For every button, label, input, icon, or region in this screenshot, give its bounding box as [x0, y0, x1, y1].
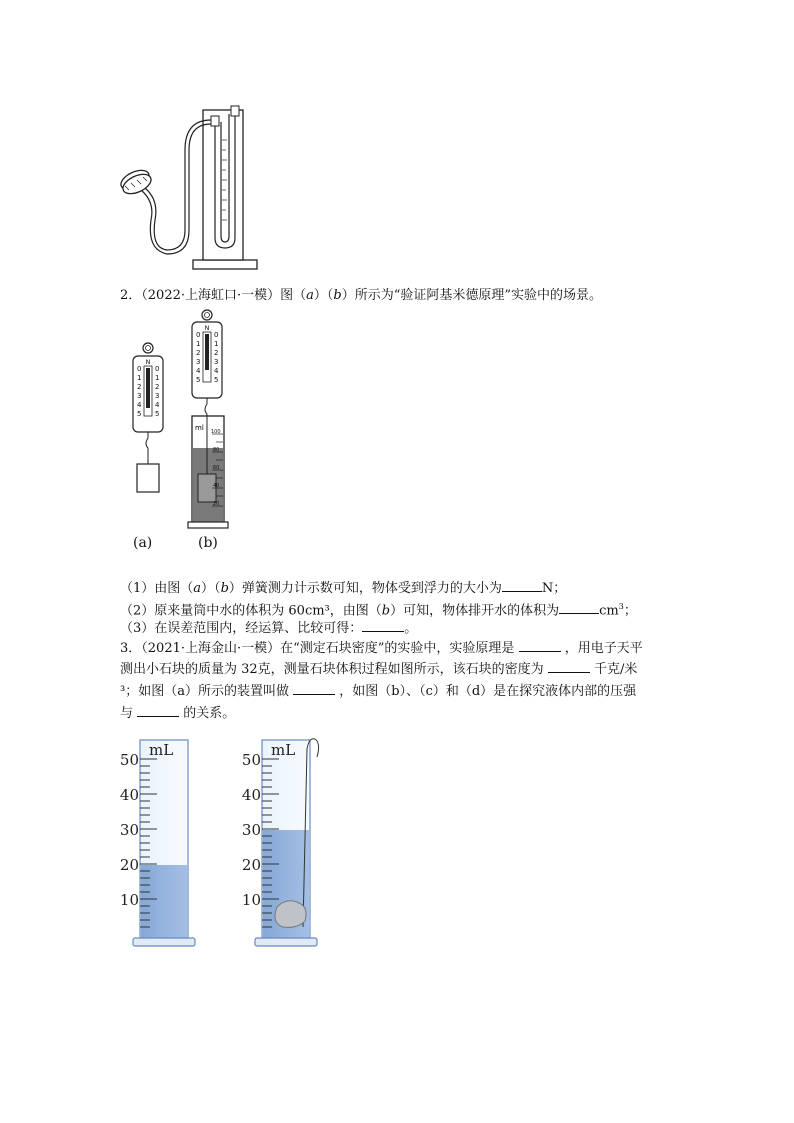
cylinder-tick-label: 100 [211, 429, 221, 435]
cylinder-right-unit: mL [271, 741, 296, 759]
q3-line2-prefix: 测出小石块的质量为 32克，测量石块体积过程如图所示，该石块的密度为 [120, 662, 544, 677]
cylinder-right [242, 739, 319, 946]
scale-a-right-tick: 1 [155, 374, 160, 382]
scale-a-right-tick: 5 [155, 410, 160, 418]
scale-b-left-tick: 5 [196, 376, 201, 384]
q2-sub1-mid: ）（ [201, 581, 221, 596]
q3-relation-blank[interactable] [137, 702, 179, 717]
q2-stem-mid: ）（ [313, 288, 334, 303]
q3-line4-suffix: 的关系。 [183, 706, 236, 721]
q3-line4-prefix: 与 [120, 706, 134, 721]
scale-a-left-tick: 1 [137, 374, 142, 382]
q2-sub1-a: a [193, 581, 202, 596]
scale-a-left-tick: 0 [137, 365, 142, 373]
caption-a: (a) [133, 535, 153, 551]
cylinder-right-tick-label: 50 [241, 751, 261, 769]
cylinder-tick-label: 60 [213, 465, 220, 471]
q2-sub2-b: b [381, 603, 391, 619]
cylinder-tick-label: 80 [213, 447, 220, 453]
scale-b-right-tick: 2 [214, 349, 219, 357]
spring-scale-b [192, 310, 222, 414]
q2-sub2-answer-blank[interactable] [559, 599, 599, 614]
q2-sub3-answer-blank[interactable] [362, 617, 404, 632]
q2-stem-b: b [333, 288, 342, 303]
q2-sub2-unit-tail: ； [623, 603, 637, 619]
scale-a-right-tick: 0 [155, 365, 160, 373]
cylinder-right-tick-label: 20 [241, 856, 261, 874]
measuring-cylinder-b [188, 414, 228, 528]
scale-a-left-tick: 2 [137, 383, 142, 391]
graduated-cylinders-figure [115, 735, 345, 950]
q3-principle-blank[interactable] [519, 637, 561, 652]
cylinder-left-tick-label: 20 [119, 856, 139, 874]
cylinder-left-tick-label: 30 [119, 821, 139, 839]
scale-b-right-tick: 4 [214, 367, 219, 375]
cylinder-tick-label: 20 [213, 501, 220, 507]
cylinder-left-tick-label: 40 [119, 786, 139, 804]
q2-sub2-suffix: ）可知，物体排开水的体积为 [390, 603, 560, 619]
caption-b: (b) [198, 535, 218, 551]
q3-device-blank[interactable] [293, 680, 335, 695]
scale-b-left-tick: 3 [196, 358, 201, 366]
q2-sub1-b: b [220, 581, 229, 596]
q3-line3-suffix: ，如图（b）、（c）和（d）是在探究液体内部的压强 [339, 684, 637, 699]
scale-a-left-tick: 4 [137, 401, 142, 409]
spring-scale-a [133, 343, 163, 492]
q3-density-blank[interactable] [548, 658, 590, 673]
scale-a-right-tick: 4 [155, 401, 160, 409]
scale-b-right-tick: 3 [214, 358, 219, 366]
q2-stem [120, 286, 602, 306]
q2-sub1 [120, 577, 566, 599]
q3-line2-suffix: 千克/米 [593, 662, 638, 677]
scale-b-left-tick: 4 [196, 367, 201, 375]
q2-sub1-prefix: （1）由图（ [120, 581, 194, 596]
scale-b-left-tick: 1 [196, 340, 201, 348]
scale-a-unit: N [145, 359, 151, 366]
scale-b-unit: N [204, 325, 210, 332]
scale-a-right-tick: 2 [155, 383, 160, 391]
q3-line3-prefix: ³；如图（a）所示的装置叫做 [120, 684, 289, 699]
q2-sub1-unit: N； [541, 581, 567, 596]
cylinder-left-tick-label: 10 [119, 891, 139, 909]
q2-sub2-unit: cm [599, 603, 619, 619]
cylinder-right-tick-label: 10 [241, 891, 261, 909]
scale-b-left-tick: 2 [196, 349, 201, 357]
cylinder-left [120, 740, 195, 946]
q2-sub1-suffix: ）弹簧测力计示数可知，物体受到浮力的大小为 [228, 581, 502, 596]
cylinder-unit: ml [195, 424, 204, 432]
scale-b-right-tick: 0 [214, 331, 219, 339]
q2-stem-prefix: 2．（2022·上海虹口·一模）图（ [120, 288, 307, 303]
q3-line1-suffix: ，用电子天平 [564, 641, 643, 656]
scale-b-right-tick: 5 [214, 376, 219, 384]
scale-a-left-tick: 3 [137, 392, 142, 400]
q3-line1 [120, 637, 643, 659]
cylinder-right-tick-label: 30 [241, 821, 261, 839]
cylinder-left-tick-label: 50 [119, 751, 139, 769]
q2-sub2: （2）原来量筒中水的体积为 60cm³，由图（b）可知，物体排开水的体积为 $cm^3$； [120, 597, 637, 621]
q2-sub1-answer-blank[interactable] [502, 577, 542, 592]
scale-a-right-tick: 3 [155, 392, 160, 400]
cylinder-right-tick-label: 40 [241, 786, 261, 804]
u-tube-manometer-figure [115, 100, 265, 275]
scale-b-right-tick: 1 [214, 340, 219, 348]
scale-a-left-tick: 5 [137, 410, 142, 418]
spring-scale-figure [120, 308, 250, 533]
q3-line1-prefix: 3．（2021·上海金山·一模）在“测定石块密度”的实验中，实验原理是 [120, 641, 515, 656]
q3-line3 [120, 680, 636, 702]
scale-b-left-tick: 0 [196, 331, 201, 339]
q2-sub3 [120, 617, 417, 639]
q3-line2 [120, 658, 637, 680]
cylinder-left-unit: mL [149, 741, 174, 759]
q3-line4 [120, 702, 235, 724]
q2-sub3-suffix: 。 [404, 621, 418, 636]
q2-stem-a: a [306, 288, 314, 303]
cylinder-tick-label: 40 [213, 483, 220, 489]
q2-sub2-prefix: （2）原来量筒中水的体积为 60cm³，由图（ [120, 603, 382, 619]
q2-sub3-prefix: （3）在误差范围内，经运算、比较可得： [120, 621, 363, 636]
q2-stem-suffix: ）所示为“验证阿基米德原理”实验中的场景。 [341, 288, 603, 303]
